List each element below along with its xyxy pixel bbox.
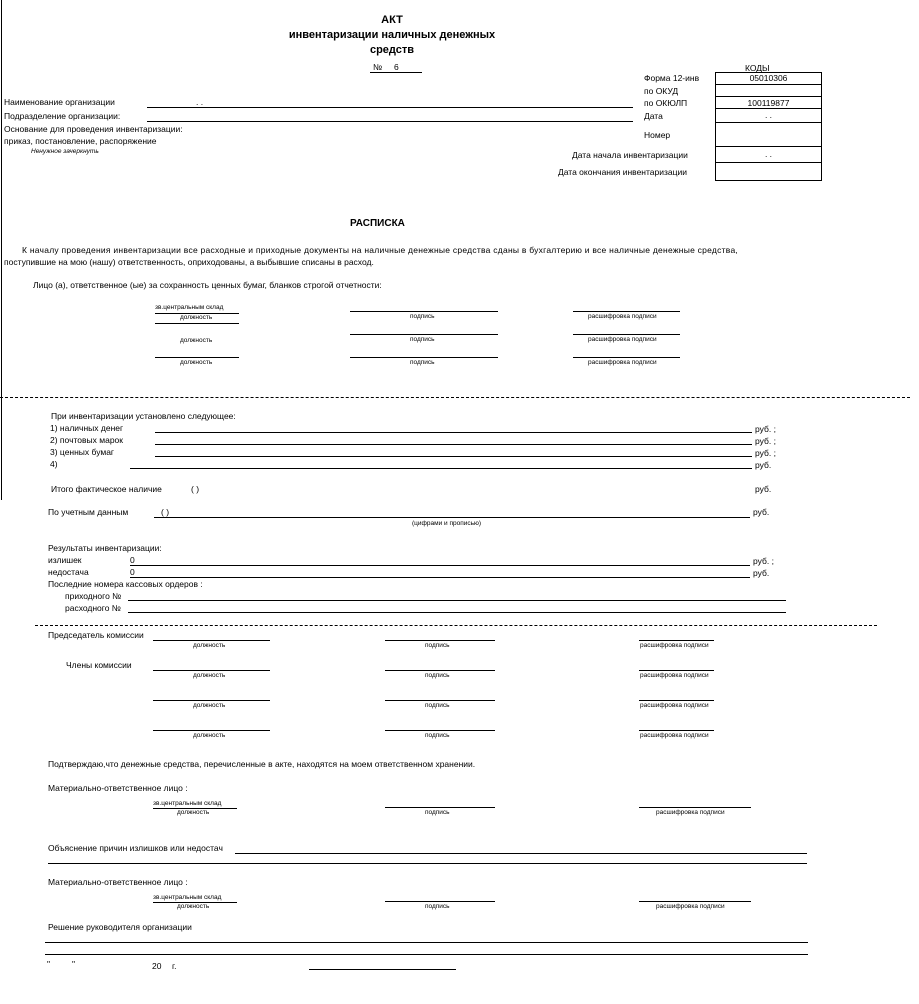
codes-header: КОДЫ xyxy=(745,63,770,73)
codes-row-sep xyxy=(715,122,822,123)
left-margin-line xyxy=(1,0,2,500)
persons-label: Лицо (а), ответственное (ые) за сохранность ценных бумаг, бланков строгой отчетности: xyxy=(33,280,382,290)
decode-line xyxy=(573,357,680,358)
finding-unit: руб. xyxy=(755,460,772,470)
signature-line xyxy=(385,901,495,902)
decode-line xyxy=(573,311,680,312)
decode-line xyxy=(639,730,714,731)
outgoing-line xyxy=(128,612,786,613)
okulp-value: 100119877 xyxy=(747,98,790,108)
position-line xyxy=(155,323,239,324)
outgoing-label: расходного № xyxy=(65,603,121,613)
basis-note: Ненужное зачеркнуть xyxy=(31,148,99,155)
incoming-line xyxy=(128,600,786,601)
form-code-value: 05010306 xyxy=(749,73,788,83)
position-line xyxy=(153,700,270,701)
pos-caption: должность xyxy=(180,359,213,366)
decode-caption: расшифровка подписи xyxy=(640,702,709,709)
position-line xyxy=(155,357,239,358)
incoming-label: приходного № xyxy=(65,591,122,601)
pos-caption: должность xyxy=(177,903,210,910)
surplus-unit: руб. ; xyxy=(753,556,774,566)
decode-line xyxy=(639,670,714,671)
signature-line xyxy=(385,700,495,701)
act-title-line3: средств xyxy=(369,44,415,56)
act-title: АКТ xyxy=(381,14,403,26)
decode-caption: расшифровка подписи xyxy=(588,336,657,343)
sig-caption: подпись xyxy=(425,672,450,679)
receipt-text-2: поступившие на мою (нашу) ответственность, оприходованы, а выбывшие списаны в расход. xyxy=(4,257,374,267)
decode-caption: расшифровка подписи xyxy=(640,732,709,739)
findings-intro: При инвентаризации установлено следующее: xyxy=(51,411,236,421)
confirm-text: Подтверждаю,что денежные средства, перечисленные в акте, находятся на моем ответственном хранении. xyxy=(48,759,476,769)
position-line xyxy=(153,730,270,731)
total-label: Итого фактическое наличие xyxy=(51,484,162,494)
receipt-title: РАСПИСКА xyxy=(350,218,405,229)
finding-label: 2) почтовых марок xyxy=(50,435,123,445)
finding-line xyxy=(155,444,752,445)
finding-label: 1) наличных денег xyxy=(50,423,124,433)
finding-line xyxy=(155,432,752,433)
shortage-line xyxy=(130,577,750,578)
shortage-label: недостача xyxy=(48,567,89,577)
number-label: Номер xyxy=(644,130,671,140)
org-name-value: . . xyxy=(196,97,204,107)
date-value: . . xyxy=(764,110,773,120)
finding-unit: руб. ; xyxy=(755,436,776,446)
codes-row-sep xyxy=(715,162,822,163)
book-line xyxy=(154,517,750,518)
pos-caption: должность xyxy=(193,672,226,679)
date-quote-open: " xyxy=(47,959,51,969)
section-separator xyxy=(0,397,910,398)
pos-caption: должность xyxy=(193,732,226,739)
final-signature-line xyxy=(309,969,456,970)
shortage-unit: руб. xyxy=(753,568,770,578)
decode-caption: расшифровка подписи xyxy=(640,672,709,679)
org-name-label: Наименование организации xyxy=(4,97,115,107)
book-unit: руб. xyxy=(753,507,770,517)
finding-label: 3) ценных бумаг xyxy=(50,447,115,457)
decode-caption: расшифровка подписи xyxy=(656,809,725,816)
year-prefix: 20 xyxy=(152,961,162,971)
year-suffix: г. xyxy=(172,961,177,971)
codes-row-sep xyxy=(715,84,822,85)
signature-line xyxy=(350,357,498,358)
total-paren: ( ) xyxy=(191,484,200,494)
start-date-value: . . xyxy=(764,149,773,159)
decode-line xyxy=(639,901,751,902)
mol-label: Материально-ответственное лицо : xyxy=(48,783,188,793)
sig-caption: подпись xyxy=(425,702,450,709)
decode-caption: расшифровка подписи xyxy=(640,642,709,649)
book-caption: (цифрами и прописью) xyxy=(412,520,482,527)
section-separator xyxy=(35,625,877,626)
dept-line xyxy=(147,121,633,122)
codes-box xyxy=(715,72,822,181)
pos-caption: должность xyxy=(193,702,226,709)
explain-line-2 xyxy=(48,863,807,864)
sig-caption: подпись xyxy=(410,313,435,320)
signature-line xyxy=(350,311,498,312)
finding-unit: руб. ; xyxy=(755,424,776,434)
date-label: Дата xyxy=(644,111,663,121)
decode-line xyxy=(639,807,751,808)
sig-caption: подпись xyxy=(425,903,450,910)
sig-caption: подпись xyxy=(425,642,450,649)
surplus-line xyxy=(130,565,750,566)
pos-caption: должность xyxy=(193,642,226,649)
book-paren: ( ) xyxy=(161,507,170,517)
chair-label: Председатель комиссии xyxy=(48,630,144,640)
finding-line xyxy=(155,456,752,457)
org-name-line xyxy=(147,107,633,108)
basis-label: Основание для проведения инвентаризации: xyxy=(4,124,183,134)
act-number-value: 6 xyxy=(394,62,399,72)
decode-line xyxy=(573,334,680,335)
members-label: Члены комиссии xyxy=(66,660,132,670)
pos-caption: должность xyxy=(180,337,213,344)
position-line xyxy=(153,640,270,641)
finding-unit: руб. ; xyxy=(755,448,776,458)
codes-row-sep xyxy=(715,96,822,97)
shortage-value: 0 xyxy=(130,567,135,577)
decision-label: Решение руководителя организации xyxy=(48,922,192,932)
dept-label: Подразделение организации: xyxy=(4,111,121,121)
decode-caption: расшифровка подписи xyxy=(588,313,657,320)
form-label: Форма 12-инв xyxy=(644,73,700,83)
mol-position-value: зв.центральным склад xyxy=(153,800,222,807)
basis-sub: приказ, постановление, распоряжение xyxy=(4,136,157,146)
finding-label: 4) xyxy=(50,459,58,469)
okulp-label: по ОКЮЛП xyxy=(644,98,688,108)
signature-line xyxy=(385,640,495,641)
codes-row-sep xyxy=(715,108,822,109)
pos-caption: должность xyxy=(180,314,213,321)
decode-caption: расшифровка подписи xyxy=(588,359,657,366)
signature-line xyxy=(385,807,495,808)
act-number-line xyxy=(370,72,422,73)
results-label: Результаты инвентаризации: xyxy=(48,543,162,553)
date-quote-close: " xyxy=(72,959,76,969)
surplus-value: 0 xyxy=(130,555,135,565)
explain-label: Объяснение причин излишков или недостач xyxy=(48,843,223,853)
start-date-label: Дата начала инвентаризации xyxy=(572,150,688,160)
sig-caption: подпись xyxy=(425,732,450,739)
signature-line xyxy=(385,730,495,731)
sig-caption: подпись xyxy=(410,336,435,343)
act-title-line2: инвентаризации наличных денежных xyxy=(288,29,496,41)
okud-label: по ОКУД xyxy=(644,86,679,96)
surplus-label: излишек xyxy=(48,555,82,565)
explain-line xyxy=(235,853,807,854)
pos-caption: должность xyxy=(177,809,210,816)
decision-line xyxy=(45,942,808,943)
total-unit: руб. xyxy=(755,484,772,494)
decode-caption: расшифровка подписи xyxy=(656,903,725,910)
mol2-label: Материально-ответственное лицо : xyxy=(48,877,188,887)
decision-line-2 xyxy=(45,954,808,955)
book-label: По учетным данным xyxy=(48,507,129,517)
act-number-label: № xyxy=(373,62,383,72)
finding-line xyxy=(130,468,752,469)
last-orders-label: Последние номера кассовых ордеров : xyxy=(48,579,203,589)
codes-row-sep xyxy=(715,146,822,147)
end-date-label: Дата окончания инвентаризации xyxy=(558,167,687,177)
signature-line xyxy=(385,670,495,671)
decode-line xyxy=(639,640,714,641)
signature-line xyxy=(350,334,498,335)
position-line xyxy=(153,670,270,671)
receipt-text-1: К началу проведения инвентаризации все расходные и приходные документы на наличные денежные средства сданы в бухгалтерию и все наличные денежные средства, xyxy=(22,245,739,255)
sig-caption: подпись xyxy=(410,359,435,366)
sig-caption: подпись xyxy=(425,809,450,816)
mol2-position-value: зв.центральным склад xyxy=(153,894,222,901)
decode-line xyxy=(639,700,714,701)
position-value: зв.центральным склад xyxy=(155,304,224,311)
